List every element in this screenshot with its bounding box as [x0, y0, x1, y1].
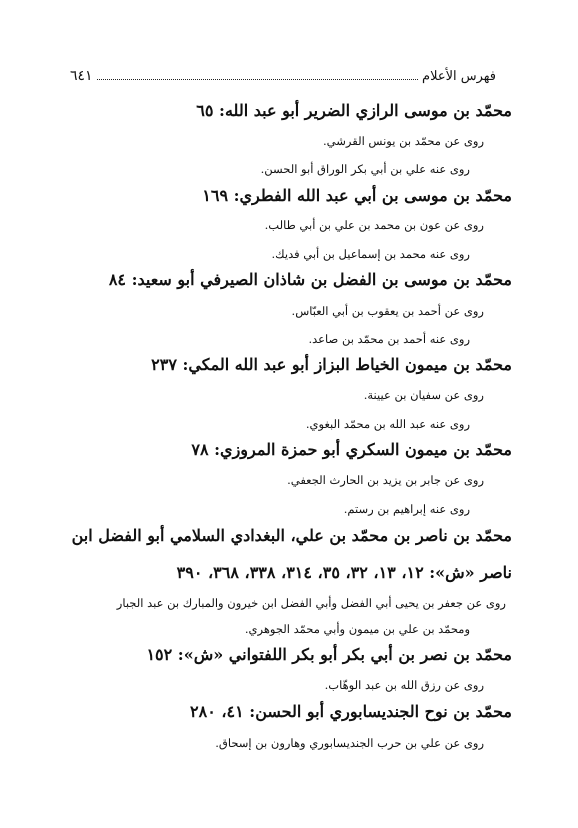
entry-narration: روى عنه عبد الله بن محمّد البغوي.	[305, 417, 470, 431]
entry-narration: روى عنه علي بن أبي بكر الوراق أبو الحسن.	[260, 162, 470, 176]
entry-name: محمّد بن ميمون السكري أبو حمزة المروزي: ٧٨	[191, 440, 512, 459]
entry-name: محمّد بن موسى بن أبي عبد الله الفطري: ١٦٩	[202, 186, 512, 205]
entry-narration: روى عن جعفر بن يحيى أبي الفضل وأبي الفضل ابن خيرون والمبارك بن عبد الجبار	[116, 596, 506, 610]
header-title: فهرس الأعلام	[422, 68, 496, 84]
entry-name: محمّد بن ناصر بن محمّد بن علي، البغدادي السلامي أبو الفضل ابن	[71, 526, 512, 545]
page-number: ٦٤١	[70, 68, 93, 84]
entry-narration: روى عن عون بن محمد بن علي بن أبي طالب.	[264, 218, 484, 232]
entry-name: محمّد بن موسى الرازي الضرير أبو عبد الله: ٦٥	[196, 101, 512, 120]
entry-name: محمّد بن نصر بن أبي بكر أبو بكر اللفتواني «ش»: ١٥٢	[146, 645, 512, 664]
entry-narration: ومحمّد بن علي بن ميمون وأبي محمّد الجوهري.	[244, 622, 470, 636]
entry-narration: روى عنه محمد بن إسماعيل بن أبي فديك.	[271, 247, 470, 261]
entry-narration: روى عن علي بن حرب الجنديسابوري وهارون بن إسحاق.	[215, 736, 484, 750]
entry-narration: روى عن جابر بن يزيد بن الحارث الجعفي.	[287, 473, 484, 487]
entry-narration: روى عن أحمد بن يعقوب بن أبي العبّاس.	[291, 304, 484, 318]
entry-narration: روى عنه إبراهيم بن رستم.	[343, 502, 470, 516]
leader-dots	[97, 79, 418, 80]
entry-narration: روى عن رزق الله بن عبد الوهّاب.	[324, 678, 484, 692]
entry-narration: روى عن سفيان بن عيينة.	[363, 388, 484, 402]
entry-name: محمّد بن نوح الجنديسابوري أبو الحسن: ٤١، ٢٨٠	[190, 702, 512, 721]
entry-name: محمّد بن موسى بن الفضل بن شاذان الصيرفي أبو سعيد: ٨٤	[108, 270, 512, 289]
entry-narration: روى عنه أحمد بن محمّد بن صاعد.	[308, 332, 470, 346]
entry-name-continuation: ناصر «ش»: ١٢، ١٣، ٣٢، ٣٥، ٣١٤، ٣٣٨، ٣٦٨، ٣٩٠	[176, 563, 512, 582]
entry-narration: روى عن محمّد بن يونس القرشي.	[323, 134, 484, 148]
entry-name: محمّد بن ميمون الخياط البزاز أبو عبد الله المكي: ٢٣٧	[151, 355, 512, 374]
page-header	[70, 66, 496, 86]
